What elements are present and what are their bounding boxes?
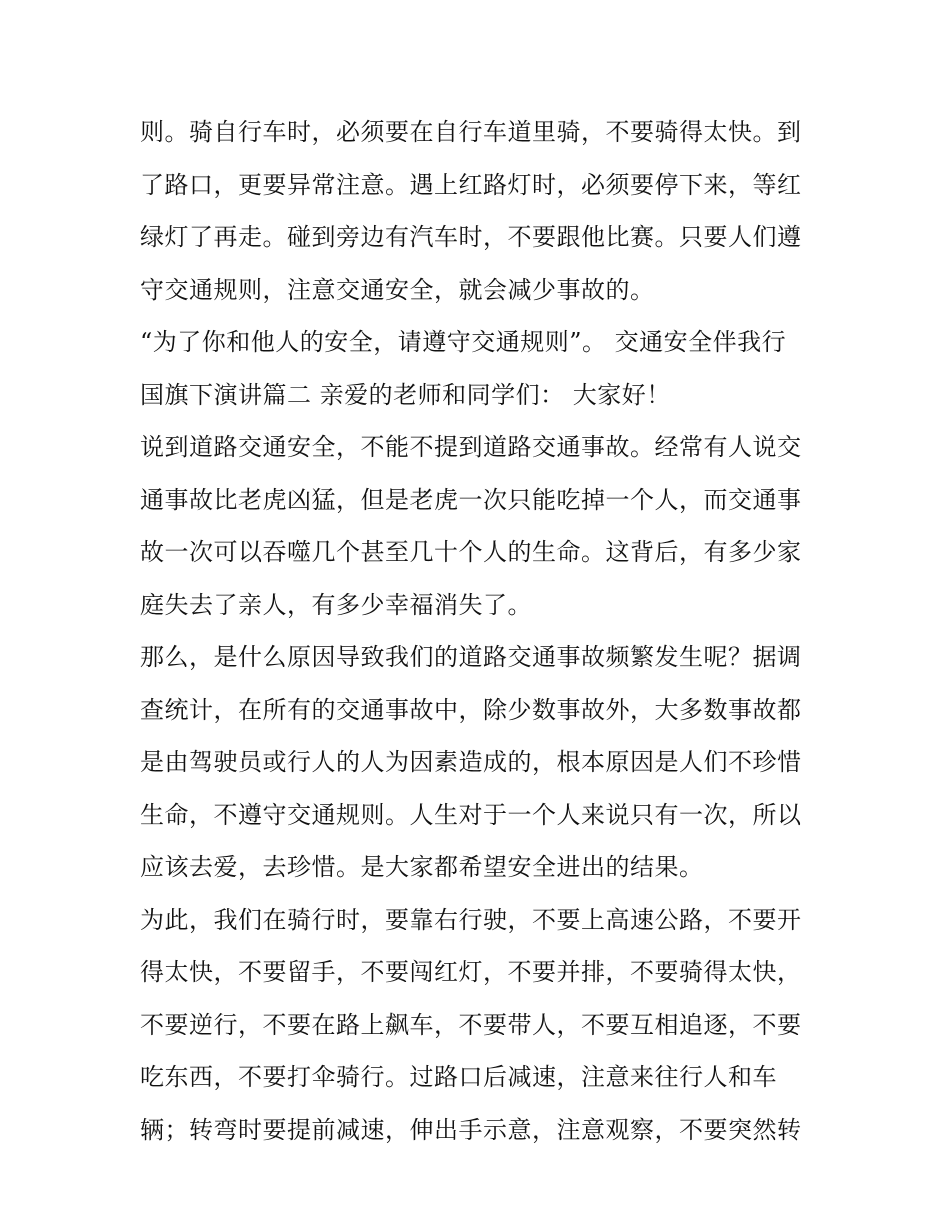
text-line: 那么，是什么原因导致我们的道路交通事故频繁发生呢？据调 [140, 643, 802, 671]
text-line: 说到道路交通安全，不能不提到道路交通事故。经常有人说交 [140, 433, 802, 461]
text-line: 了路口，更要异常注意。遇上红路灯时，必须要停下来，等红 [140, 170, 802, 199]
text-line: 得太快，不要留手，不要闯红灯，不要并排，不要骑得太快， [140, 958, 802, 986]
text-line: 不要逆行，不要在路上飙车，不要带人，不要互相追逐，不要 [140, 1010, 802, 1039]
text-line: 通事故比老虎凶猛，但是老虎一次只能吃掉一个人，而交通事 [140, 485, 802, 514]
text-line: 应该去爱，去珍惜。是大家都希望安全进出的结果。 [140, 853, 704, 881]
text-line: 吃东西，不要打伞骑行。过路口后减速，注意来往行人和车 [140, 1063, 777, 1091]
text-line: 则。骑自行车时，必须要在自行车道里骑，不要骑得太快。到 [140, 118, 802, 146]
text-line: 查统计，在所有的交通事故中，除少数事故外，大多数事故都 [140, 695, 802, 724]
text-line: 为此，我们在骑行时，要靠右行驶，不要上高速公路，不要开 [140, 905, 802, 934]
text-line: 生命，不遵守交通规则。人生对于一个人来说只有一次，所以 [140, 800, 802, 829]
text-line: 守交通规则，注意交通安全，就会减少事故的。 [140, 275, 655, 304]
text-line: 绿灯了再走。碰到旁边有汽车时，不要跟他比赛。只要人们遵 [140, 223, 802, 251]
text-line: “为了你和他人的安全，请遵守交通规则”。 交通安全伴我行 [140, 328, 787, 356]
text-line: 辆；转弯时要提前减速，伸出手示意，注意观察，不要突然转 [140, 1115, 802, 1144]
text-line: 是由驾驶员或行人的人为因素造成的，根本原因是人们不珍惜 [140, 748, 802, 776]
document-body [140, 106, 820, 1156]
section-heading-line: 国旗下演讲篇二 亲爱的老师和同学们： 大家好！ [140, 380, 671, 409]
text-line: 庭失去了亲人，有多少幸福消失了。 [140, 590, 532, 619]
text-line: 故一次可以吞噬几个甚至几十个人的生命。这背后，有多少家 [140, 538, 802, 566]
